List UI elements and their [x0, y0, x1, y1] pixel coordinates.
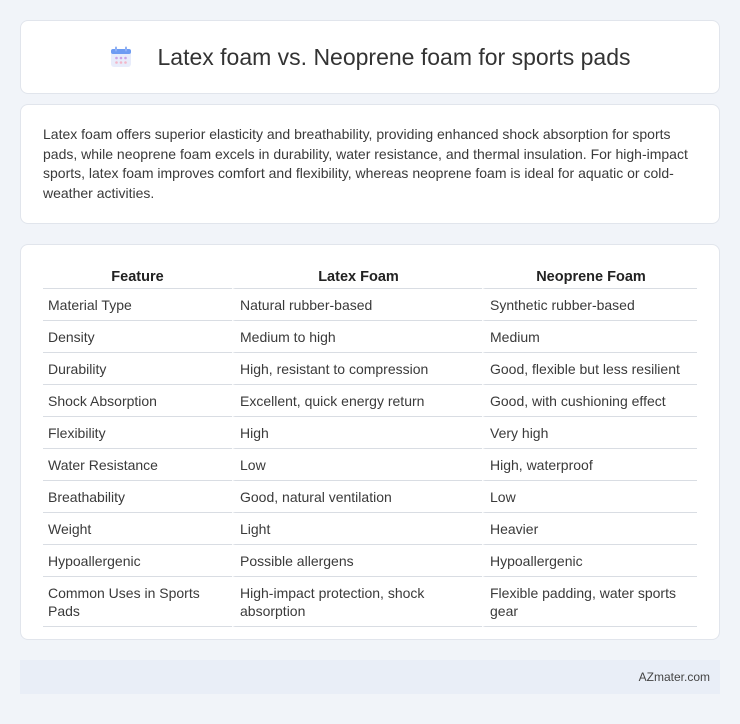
cell-feature: Breathability [43, 481, 232, 513]
table-row [43, 321, 697, 353]
table-row [43, 385, 697, 417]
cell-neoprene: Very high [482, 417, 697, 449]
page-title: Latex foam vs. Neoprene foam for sports pads [157, 43, 631, 70]
table-body [43, 289, 697, 627]
calendar-icon [109, 45, 133, 69]
cell-neoprene: Medium [482, 321, 697, 353]
cell-feature: Water Resistance [43, 449, 232, 481]
cell-neoprene: Good, flexible but less resilient [482, 353, 697, 385]
header-feature: Feature [43, 265, 232, 289]
cell-neoprene: Flexible padding, water sports gear [482, 577, 697, 627]
header-latex: Latex Foam [232, 265, 482, 289]
table-row [43, 577, 697, 627]
cell-feature: Material Type [43, 289, 232, 321]
cell-feature: Shock Absorption [43, 385, 232, 417]
cell-neoprene: Good, with cushioning effect [482, 385, 697, 417]
footer-brand: AZmater.com [638, 670, 710, 684]
cell-feature: Common Uses in Sports Pads [43, 577, 232, 627]
cell-latex: Medium to high [232, 321, 482, 353]
cell-neoprene: Heavier [482, 513, 697, 545]
table-row [43, 481, 697, 513]
cell-latex: High-impact protection, shock absorption [232, 577, 482, 627]
cell-feature: Hypoallergenic [43, 545, 232, 577]
description-card [20, 104, 720, 224]
table-row [43, 449, 697, 481]
cell-neoprene: Low [482, 481, 697, 513]
title-wrap [109, 44, 630, 71]
cell-neoprene: High, waterproof [482, 449, 697, 481]
cell-feature: Density [43, 321, 232, 353]
cell-latex: Possible allergens [232, 545, 482, 577]
cell-latex: High [232, 417, 482, 449]
comparison-table [43, 265, 697, 627]
cell-neoprene: Hypoallergenic [482, 545, 697, 577]
cell-feature: Durability [43, 353, 232, 385]
cell-feature: Weight [43, 513, 232, 545]
table-row [43, 545, 697, 577]
table-row [43, 289, 697, 321]
cell-latex: Low [232, 449, 482, 481]
cell-neoprene: Synthetic rubber-based [482, 289, 697, 321]
title-card [20, 20, 720, 94]
cell-latex: High, resistant to compression [232, 353, 482, 385]
cell-latex: Excellent, quick energy return [232, 385, 482, 417]
cell-feature: Flexibility [43, 417, 232, 449]
table-header-row [43, 265, 697, 289]
description-text: Latex foam offers superior elasticity and breathability, providing enhanced shock absorption for sports pads, while neoprene foam excels in durability, water resistance, and thermal insulation. For high-impact sports, latex foam improves comfort and flexibility, whereas neoprene foam is ideal for aquatic or cold-weather activities. [43, 126, 688, 201]
cell-latex: Natural rubber-based [232, 289, 482, 321]
table-row [43, 513, 697, 545]
cell-latex: Light [232, 513, 482, 545]
cell-latex: Good, natural ventilation [232, 481, 482, 513]
table-row [43, 417, 697, 449]
comparison-card [20, 244, 720, 640]
footer [20, 660, 720, 694]
table-row [43, 353, 697, 385]
header-neoprene: Neoprene Foam [482, 265, 697, 289]
